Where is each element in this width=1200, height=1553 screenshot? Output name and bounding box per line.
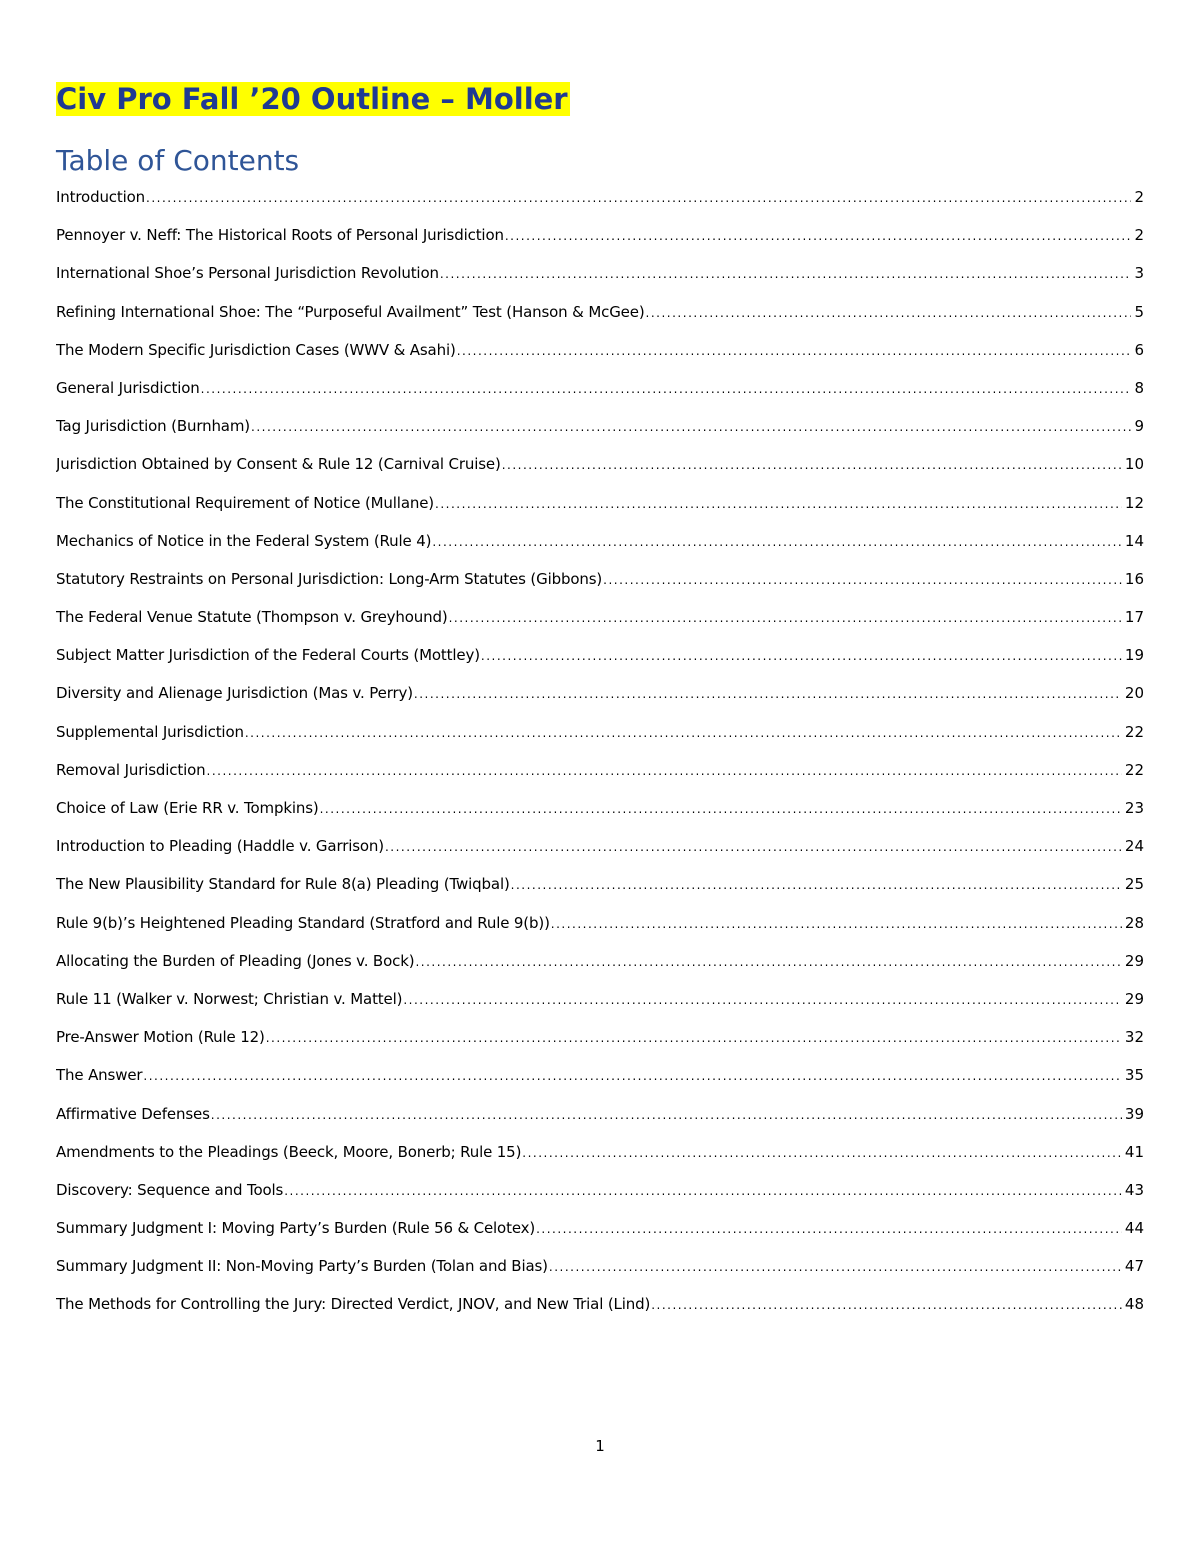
toc-entry-label: Allocating the Burden of Pleading (Jones v. Bock) xyxy=(56,951,415,970)
toc-entry-label: Jurisdiction Obtained by Consent & Rule 12 (Carnival Cruise) xyxy=(56,455,501,474)
toc-entry-page-number: 44 xyxy=(1124,1219,1144,1238)
table-of-contents xyxy=(56,181,1144,1327)
dot-leader xyxy=(207,755,1122,787)
dot-leader xyxy=(502,449,1122,481)
toc-entry-page-number: 2 xyxy=(1134,226,1144,245)
dot-leader xyxy=(385,831,1122,863)
toc-entry-page-number: 47 xyxy=(1124,1257,1144,1276)
toc-entry-page-number: 8 xyxy=(1134,378,1144,397)
toc-entry-label: The Modern Specific Jurisdiction Cases (WWV & Asahi) xyxy=(56,340,456,359)
toc-entry-page-number: 2 xyxy=(1134,188,1144,206)
toc-list-item xyxy=(56,868,1144,906)
toc-list-item xyxy=(56,754,1144,792)
toc-list-item xyxy=(56,716,1144,754)
toc-entry-page-number: 29 xyxy=(1124,989,1144,1008)
toc-entry-link[interactable] xyxy=(56,868,1144,906)
toc-list-item xyxy=(56,487,1144,525)
toc-entry-label: The Answer xyxy=(56,1066,143,1085)
toc-entry-page-number: 19 xyxy=(1124,646,1144,665)
toc-entry-page-number: 5 xyxy=(1134,302,1144,321)
dot-leader xyxy=(211,1099,1122,1131)
toc-entry-page-number: 41 xyxy=(1124,1142,1144,1161)
dot-leader xyxy=(440,258,1132,290)
toc-list-item xyxy=(56,1288,1144,1326)
toc-list-item xyxy=(56,1059,1144,1097)
toc-entry-page-number: 48 xyxy=(1124,1295,1144,1314)
toc-entry-link[interactable] xyxy=(56,181,1144,219)
toc-entry-link[interactable] xyxy=(56,219,1144,257)
toc-list-item xyxy=(56,1136,1144,1174)
toc-entry-link[interactable] xyxy=(56,792,1144,830)
toc-entry-page-number: 29 xyxy=(1124,951,1144,970)
toc-entry-label: Rule 11 (Walker v. Norwest; Christian v. Mattel) xyxy=(56,989,403,1008)
toc-entry-link[interactable] xyxy=(56,1136,1144,1174)
toc-entry-label: Summary Judgment II: Non-Moving Party’s Burden (Tolan and Bias) xyxy=(56,1257,548,1276)
toc-list-item xyxy=(56,601,1144,639)
toc-entry-page-number: 17 xyxy=(1124,608,1144,627)
toc-list-item xyxy=(56,410,1144,448)
toc-list-item xyxy=(56,1021,1144,1059)
dot-leader xyxy=(284,1175,1122,1207)
toc-entry-label: The Constitutional Requirement of Notice (Mullane) xyxy=(56,493,435,512)
dot-leader xyxy=(651,1289,1122,1321)
toc-list-item xyxy=(56,181,1144,219)
toc-entry-label: Introduction to Pleading (Haddle v. Garrison) xyxy=(56,837,384,856)
toc-entry-label: Discovery: Sequence and Tools xyxy=(56,1180,284,1199)
toc-entry-link[interactable] xyxy=(56,754,1144,792)
toc-entry-label: Pre-Answer Motion (Rule 12) xyxy=(56,1028,265,1047)
toc-entry-page-number: 35 xyxy=(1124,1066,1144,1085)
toc-entry-label: The Methods for Controlling the Jury: Directed Verdict, JNOV, and New Trial (Lind) xyxy=(56,1295,651,1314)
toc-entry-page-number: 25 xyxy=(1124,875,1144,894)
toc-entry-page-number: 20 xyxy=(1124,684,1144,703)
page-number: 1 xyxy=(595,1437,605,1455)
dot-leader xyxy=(551,908,1122,940)
toc-entry-page-number: 22 xyxy=(1124,722,1144,741)
toc-entry-link[interactable] xyxy=(56,1288,1144,1326)
dot-leader xyxy=(505,220,1132,252)
toc-entry-link[interactable] xyxy=(56,410,1144,448)
toc-heading: Table of Contents xyxy=(56,144,300,177)
dot-leader xyxy=(603,564,1122,596)
toc-entry-label: Introduction xyxy=(56,188,146,206)
toc-list-item xyxy=(56,1098,1144,1136)
dot-leader xyxy=(143,1060,1121,1092)
dot-leader xyxy=(457,335,1132,367)
toc-entry-label: International Shoe’s Personal Jurisdiction Revolution xyxy=(56,264,439,283)
toc-entry-label: The New Plausibility Standard for Rule 8(a) Pleading (Twiqbal) xyxy=(56,875,510,894)
toc-entry-label: Rule 9(b)’s Heightened Pleading Standard (Stratford and Rule 9(b)) xyxy=(56,913,550,932)
toc-entry-label: Choice of Law (Erie RR v. Tompkins) xyxy=(56,799,319,817)
toc-list-item xyxy=(56,983,1144,1021)
toc-entry-label: Summary Judgment I: Moving Party’s Burden (Rule 56 & Celotex) xyxy=(56,1219,536,1238)
toc-entry-link[interactable] xyxy=(56,296,1144,334)
toc-list-item xyxy=(56,1250,1144,1288)
toc-entry-label: Subject Matter Jurisdiction of the Federal Courts (Mottley) xyxy=(56,646,480,665)
toc-entry-page-number: 14 xyxy=(1124,531,1144,550)
toc-entry-page-number: 32 xyxy=(1124,1028,1144,1047)
toc-entry-link[interactable] xyxy=(56,1250,1144,1288)
toc-list-item xyxy=(56,448,1144,486)
dot-leader xyxy=(146,182,1131,214)
toc-entry-link[interactable] xyxy=(56,1021,1144,1059)
toc-entry-page-number: 39 xyxy=(1124,1104,1144,1123)
dot-leader xyxy=(536,1213,1122,1245)
toc-list-item xyxy=(56,907,1144,945)
toc-entry-link[interactable] xyxy=(56,830,1144,868)
toc-entry-link[interactable] xyxy=(56,487,1144,525)
dot-leader xyxy=(414,678,1122,710)
dot-leader xyxy=(266,1022,1122,1054)
toc-entry-page-number: 24 xyxy=(1124,837,1144,856)
toc-entry-link[interactable] xyxy=(56,601,1144,639)
toc-entry-page-number: 43 xyxy=(1124,1180,1144,1199)
toc-entry-page-number: 9 xyxy=(1134,417,1144,436)
toc-list-item xyxy=(56,792,1144,830)
dot-leader xyxy=(403,984,1122,1016)
toc-entry-link[interactable] xyxy=(56,334,1144,372)
toc-entry-link[interactable] xyxy=(56,1174,1144,1212)
toc-list-item xyxy=(56,1212,1144,1250)
document-title-text: Civ Pro Fall ’20 Outline – Moller xyxy=(56,82,568,116)
dot-leader xyxy=(646,297,1132,329)
toc-list-item xyxy=(56,525,1144,563)
toc-entry-label: Affirmative Defenses xyxy=(56,1104,210,1123)
toc-entry-link[interactable] xyxy=(56,1098,1144,1136)
toc-list-item xyxy=(56,639,1144,677)
toc-entry-link[interactable] xyxy=(56,372,1144,410)
toc-entry-label: Supplemental Jurisdiction xyxy=(56,722,244,741)
toc-entry-link[interactable] xyxy=(56,716,1144,754)
toc-entry-link[interactable] xyxy=(56,983,1144,1021)
toc-entry-link[interactable] xyxy=(56,448,1144,486)
toc-list-item xyxy=(56,563,1144,601)
toc-entry-label: Refining International Shoe: The “Purposeful Availment” Test (Hanson & McGee) xyxy=(56,302,645,321)
toc-entry-link[interactable] xyxy=(56,677,1144,715)
toc-list-item xyxy=(56,334,1144,372)
toc-entry-link[interactable] xyxy=(56,257,1144,295)
toc-list-item xyxy=(56,677,1144,715)
toc-entry-link[interactable] xyxy=(56,1059,1144,1097)
dot-leader xyxy=(549,1251,1122,1283)
toc-entry-page-number: 10 xyxy=(1124,455,1144,474)
toc-entry-label: Tag Jurisdiction (Burnham) xyxy=(56,417,251,436)
dot-leader xyxy=(511,869,1122,901)
dot-leader xyxy=(245,717,1122,749)
toc-list-item xyxy=(56,296,1144,334)
toc-list-item xyxy=(56,830,1144,868)
toc-entry-page-number: 16 xyxy=(1124,569,1144,588)
toc-entry-link[interactable] xyxy=(56,945,1144,983)
toc-entry-link[interactable] xyxy=(56,525,1144,563)
dot-leader xyxy=(449,602,1122,634)
toc-entry-label: General Jurisdiction xyxy=(56,378,200,397)
toc-list-item xyxy=(56,372,1144,410)
dot-leader xyxy=(481,640,1122,672)
dot-leader xyxy=(432,526,1122,558)
dot-leader xyxy=(415,946,1121,978)
toc-entry-page-number: 12 xyxy=(1124,493,1144,512)
toc-entry-page-number: 6 xyxy=(1134,340,1144,359)
toc-entry-label: Mechanics of Notice in the Federal System (Rule 4) xyxy=(56,531,432,550)
toc-list-item xyxy=(56,257,1144,295)
toc-entry-label: Amendments to the Pleadings (Beeck, Moore, Bonerb; Rule 15) xyxy=(56,1142,522,1161)
toc-list-item xyxy=(56,945,1144,983)
toc-entry-page-number: 22 xyxy=(1124,760,1144,779)
toc-entry-link[interactable] xyxy=(56,563,1144,601)
dot-leader xyxy=(201,373,1132,405)
dot-leader xyxy=(435,488,1122,520)
toc-entry-label: Diversity and Alienage Jurisdiction (Mas v. Perry) xyxy=(56,684,413,703)
toc-entry-link[interactable] xyxy=(56,1212,1144,1250)
toc-list-item xyxy=(56,219,1144,257)
dot-leader xyxy=(522,1137,1122,1169)
toc-entry-page-number: 28 xyxy=(1124,913,1144,932)
toc-entry-link[interactable] xyxy=(56,907,1144,945)
toc-entry-label: Statutory Restraints on Personal Jurisdiction: Long-Arm Statutes (Gibbons) xyxy=(56,569,603,588)
toc-entry-link[interactable] xyxy=(56,639,1144,677)
toc-list-item xyxy=(56,1174,1144,1212)
toc-entry-label: Removal Jurisdiction xyxy=(56,760,206,779)
document-title xyxy=(56,80,570,118)
toc-entry-label: Pennoyer v. Neff: The Historical Roots of Personal Jurisdiction xyxy=(56,226,504,245)
toc-entry-label: The Federal Venue Statute (Thompson v. Greyhound) xyxy=(56,608,448,627)
toc-entry-page-number: 23 xyxy=(1124,799,1144,817)
dot-leader xyxy=(251,411,1131,443)
toc-entry-page-number: 3 xyxy=(1134,264,1144,283)
dot-leader xyxy=(320,793,1122,825)
